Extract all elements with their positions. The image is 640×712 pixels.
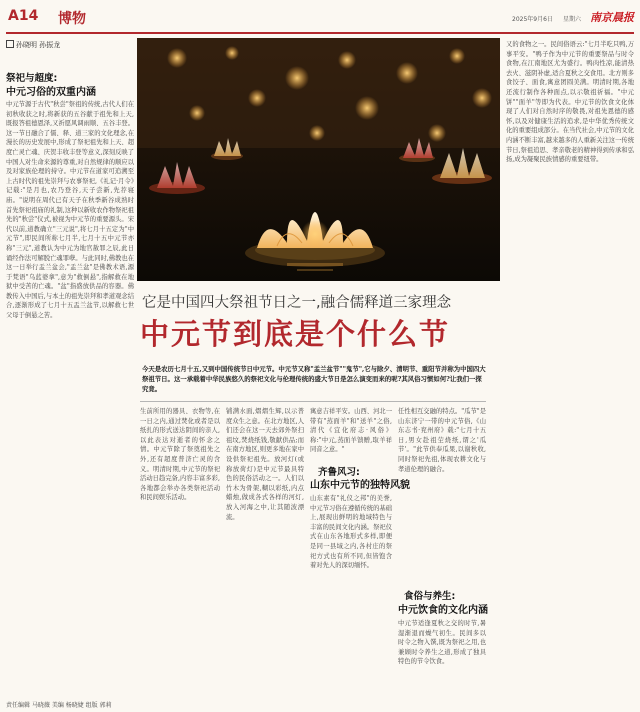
body-column-1: 生前所用的器具、衣物等,在一日之内,通过焚化或者是以纸扎的形式送达阴间的亲人,以此表达对逝者的怀念之情。中元节除了祭奠祖先之外,还有超度普济亡灵的含义。明清时期,中元节的祭祀活动日趋完备,内容丰富多彩,各地都会举办各类祭祀活动和民间娱乐活动。 xyxy=(140,408,220,502)
headline-kicker: 它是中国四大祭祖节日之一,融合儒释道三家理念 xyxy=(142,295,452,311)
body-column-4b: 中元节适逢夏秋之交的时节,暑湿渐退而燥气初生。民间多以时令之物入馔,既为祭祀之用,也兼顾时令养生之道,形成了独具特色的节令饮食。 xyxy=(398,620,486,666)
issue-date: 2025年9月6日 xyxy=(512,16,553,23)
right-column: 又的食物之一。民间俗语云:"七月半吃只鸭,万事平安。"鸭子作为中元节的重要祭品与时令食物,在江南地区尤为盛行。鸭肉性凉,能清热去火、滋阴补虚,适合夏秋之交食用。北方则多食饺子、面食,寓意团圆美满。明清时期,各地还流行制作各种面点,以示敬祖祈福。"中元饼""面羊"等即为代表。中元节的饮食文化体现了人们对自然时序的敬畏,对祖先恩德的感怀,以及对健康生活的追求,是中华优秀传统文化的重要组成部分。在当代社会,中元节的文化内涵不断丰富,越来越多的人重新关注这一传统节日,祭祖追思、孝亲敬老的精神得到传承和弘扬,成为凝聚民族情感的重要纽带。 xyxy=(506,41,634,164)
lotus-lantern-image xyxy=(137,38,500,281)
newspaper-logo: 南京晨报 xyxy=(590,11,634,24)
column-3-subhead-2: 山东中元节的独特风貌 xyxy=(310,480,410,491)
body-column-3b: 山东素有"礼仪之邦"的美誉,中元节习俗在遵循传统的基础上,展现出鲜明的地域特色与丰富的民间文化内涵。祭祀仪式在山东各地形式多样,即便是同一县域之内,各村庄的祭祀方式也有所不同,但皆饱含着对先人的深切缅怀。 xyxy=(310,495,392,570)
column-4-subhead-2: 中元饮食的文化内涵 xyxy=(398,605,488,616)
body-column-4a: 任性相互交融的特点。"瓜节"是山东济宁一带的中元节俗,《山东志书·兖州府》载:"七月十五日,男女赴祖茔烧纸,谓之'瓜节'。"此节供奉瓜果,以谢秋收,同时祭祀先祖,体现农耕文化与孝道伦理的融合。 xyxy=(398,408,486,473)
byline xyxy=(6,40,60,50)
issue-weekday: 星期六 xyxy=(563,16,582,23)
byline-authors: 孙晓明 孙振龙 xyxy=(16,41,61,49)
headline: 中元节到底是个什么节 xyxy=(140,317,451,351)
column-3-subhead-1: 齐鲁风习: xyxy=(318,467,360,478)
sidebar-subhead-2: 中元习俗的双重内涵 xyxy=(6,87,96,98)
section-name: 博物 xyxy=(58,11,86,27)
body-column-2: 铺满水面,熠熠生辉,以示普度众生之意。在北方地区,人们还会在这一天去郊外祭扫祖坟,焚烧纸钱,敬献供品;而在南方地区,则更多地在家中设供祭祀祖先。放河灯(或称放荷灯)是中元节最具特色的民俗活动之一。人们以竹木为骨架,糊以彩纸,内点蜡烛,做成各式各样的河灯,放入河海之中,让其随波漂流。 xyxy=(226,408,304,521)
page-number: A14 xyxy=(8,8,39,24)
lead-photo xyxy=(137,38,500,281)
sidebar-subhead-1: 祭祀与超度: xyxy=(6,73,58,84)
lede-paragraph: 今天是农历七月十五,又到中国传统节日中元节。中元节又称"盂兰盆节""鬼节",它与除夕、清明节、重阳节并称为中国四大祭祖节日。这一承载着中华民族悠久的祭祀文化与伦理传统的盛大节日是怎么演变而来的呢?其风俗习惯如何?让我们一探究竟。 xyxy=(142,365,486,393)
byline-box-icon xyxy=(6,40,14,48)
sidebar-body: 中元节源于古代"秋尝"祭祖的传统,古代人们在初秋收获之时,将新获的五谷献于祖先和上天,既报答祖德恩泽,又祈愿风调雨顺、五谷丰登。这一节日融合了儒、释、道三家的文化理念,在漫长的历史发展中,形成了祭祀祖先和上天、超度亡灵亡魂、庆贺丰收丰登等意义,深刻反映了中国人对生命来源的尊重,对自然规律的顺应以及对家族伦理的持守。中元节在道家可追溯至上古时代的祖先崇拜与农事祭祀,《礼记·月令》记载:"是月也,农乃登谷,天子尝新,先荐寝庙。"说明在周代已有天子在秋季新谷成熟时首先祭祀祖庙的礼制,这种以新收农作物祭祀祖先的"秋尝"仪式,被视为中元节的重要源头。宋代以前,道教确立"三元说",将七月十五定为"中元节",即民间所称七月半,七月十五中元节亦称"三元",道教认为中元为地官赦罪之辰,此日诵经作法可解脱亡魂罪孽。与此同时,佛教也在这一日举行盂兰盆会,"盂兰盆"是佛教术语,源于梵语"乌蓝婆拿",意为"救倒悬",指解救在地狱中受苦的亡魂。"盆"指盛放供品的容器。佛教传入中国后,与本土的祖先崇拜和孝道观念结合,逐渐形成了七月十五盂兰盆节,以解救七世父母于倒悬之苦。 xyxy=(6,101,134,320)
page-footer: 责任编辑 马晓薇 美编 杨晓婕 组版 郭莉 xyxy=(6,702,112,709)
column-4-subhead-1: 食俗与养生: xyxy=(404,591,456,602)
body-column-3a: 寓意吉祥平安。山西、河北一带有"蒸面羊"和"送羊"之俗,清代《宜化府志·风俗》称:"中元,蒸面羊馈赠,取羊祥同音之意。" xyxy=(310,408,392,453)
lede-divider xyxy=(140,401,486,402)
page-header xyxy=(6,6,634,34)
